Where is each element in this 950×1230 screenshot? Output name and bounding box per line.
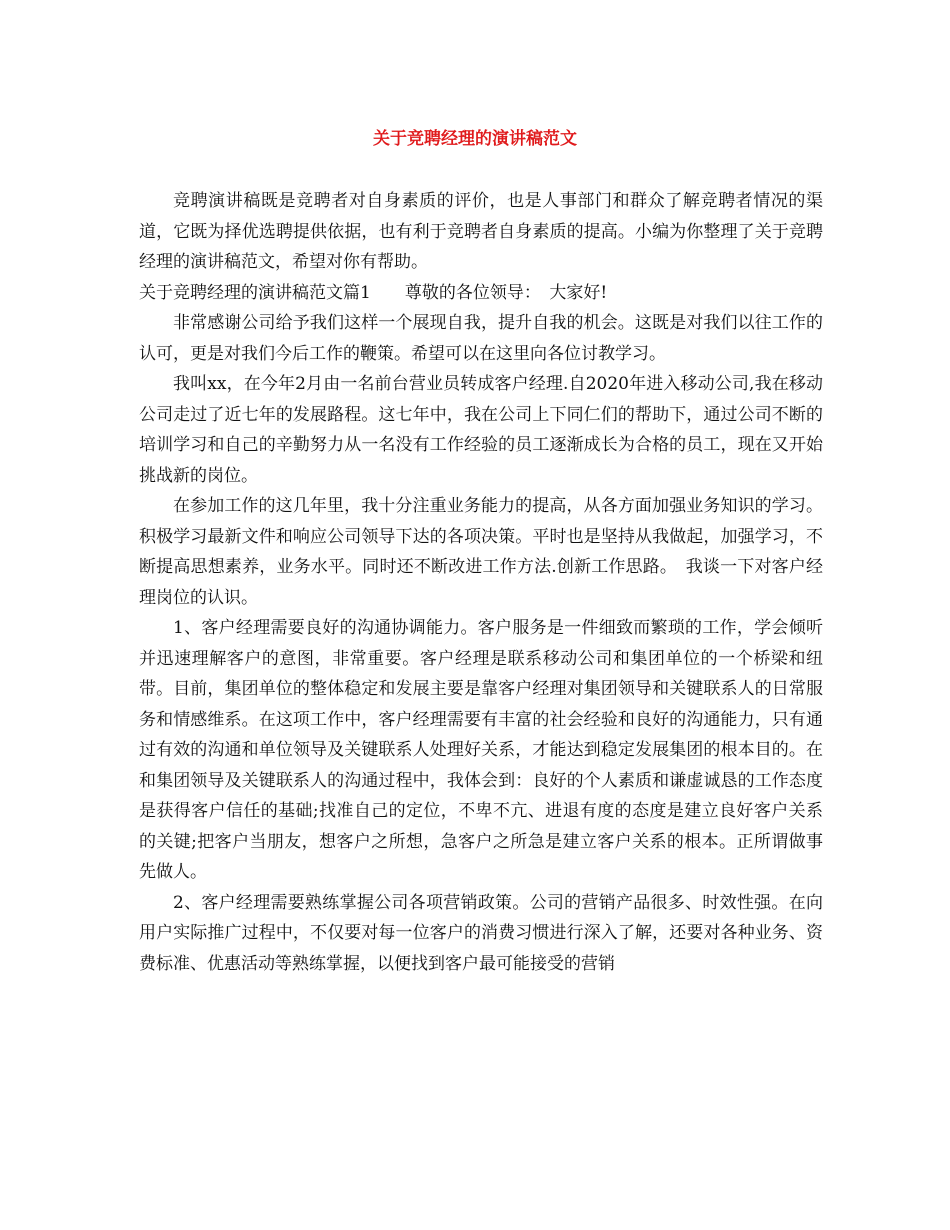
paragraph: 2、客户经理需要熟练掌握公司各项营销政策。公司的营销产品很多、时效性强。在向用户实际推广过程中，不仅要对每一位客户的消费习惯进行深入了解，还要对各种业务、资费标准、优惠活动等熟练掌握，以便找到客户最可能接受的营销 [139, 892, 823, 974]
paragraph: 非常感谢公司给予我们这样一个展现自我，提升自我的机会。这既是对我们以往工作的认可，更是对我们今后工作的鞭策。希望可以在这里向各位讨教学习。 [139, 313, 823, 364]
document-title: 关于竞聘经理的演讲稿范文 [373, 129, 577, 149]
paragraph: 我叫xx，在今年2月由一名前台营业员转成客户经理.自2020年进入移动公司,我在移动公司走过了近七年的发展路程。这七年中，我在公司上下同仁们的帮助下，通过公司不断的培训学习和自己的辛勤努力从一名没有工作经验的员工逐渐成长为合格的员工，现在又开始挑战新的岗位。 [139, 374, 823, 486]
paragraph: 1、客户经理需要良好的沟通协调能力。客户服务是一件细致而繁琐的工作，学会倾听并迅速理解客户的意图，非常重要。客户经理是联系移动公司和集团单位的一个桥梁和纽带。目前，集团单位的整体稳定和发展主要是靠客户经理对集团领导和关键联系人的日常服务和情感维系。在这项工作中，客户经理需要有丰富的社会经验和良好的沟通能力，只有通过有效的沟通和单位领导及关键联系人处理好关系，才能达到稳定发展集团的根本目的。在和集团领导及关键联系人的沟通过程中，我体会到：良好的个人素质和谦虚诚恳的工作态度是获得客户信任的基础;找准自己的定位，不卑不亢、进退有度的态度是建立良好客户关系的关键;把客户当朋友，想客户之所想，急客户之所急是建立客户关系的根本。正所谓做事先做人。 [139, 618, 823, 882]
document-body [139, 186, 823, 979]
paragraph: 在参加工作的这几年里，我十分注重业务能力的提高，从各方面加强业务知识的学习。积极学习最新文件和响应公司领导下达的各项决策。平时也是坚持从我做起，加强学习，不断提高思想素养，业务水平。同时还不断改进工作方法.创新工作思路。 我谈一下对客户经理岗位的认识。 [139, 496, 823, 608]
paragraph: 竞聘演讲稿既是竞聘者对自身素质的评价，也是人事部门和群众了解竞聘者情况的渠道，它既为择优选聘提供依据，也有利于竞聘者自身素质的提高。小编为你整理了关于竞聘经理的演讲稿范文，希望对你有帮助。 [139, 191, 823, 272]
paragraph-heading: 关于竞聘经理的演讲稿范文篇1 尊敬的各位领导： 大家好! [139, 282, 608, 303]
